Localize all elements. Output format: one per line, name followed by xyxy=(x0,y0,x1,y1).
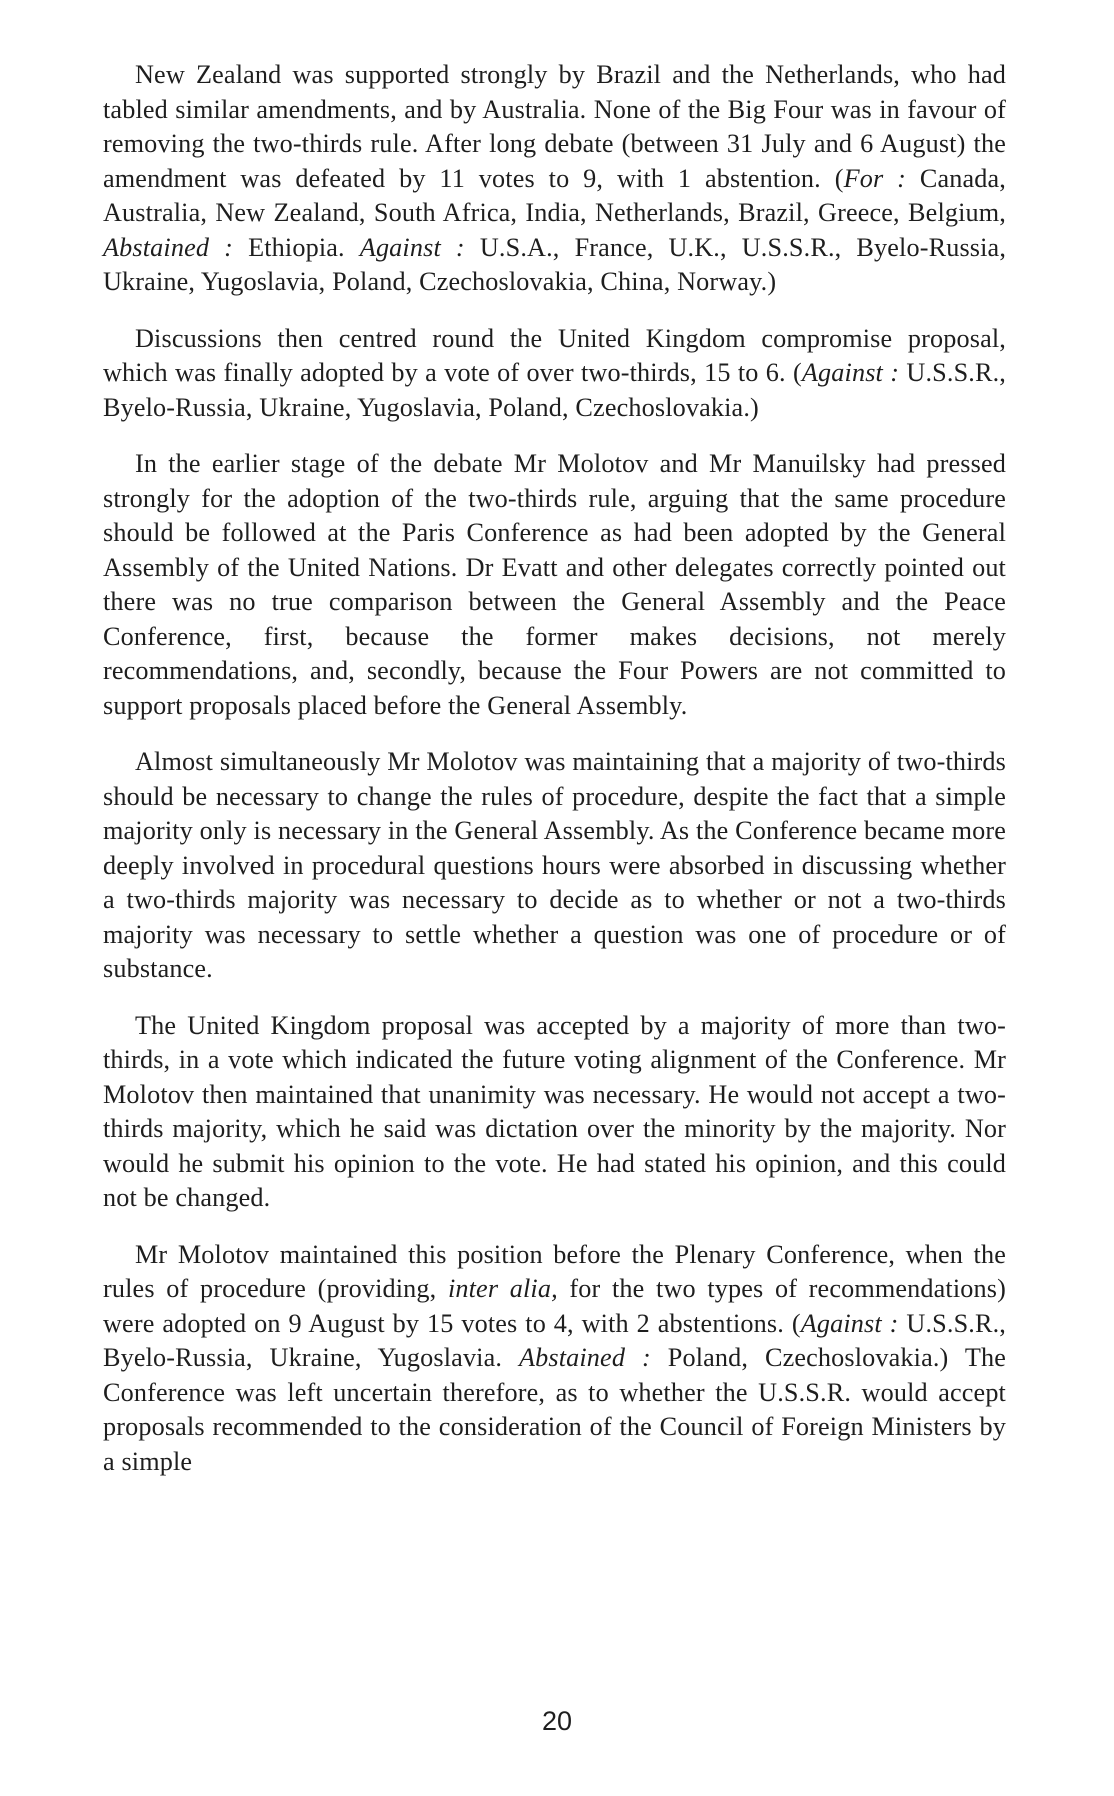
italic-text: For : xyxy=(843,163,907,193)
text-run: Poland, Czechoslovakia.) The Conference was left uncertain therefore, as to whether the U.S.S.R. would accept proposals recommended to the consideration of the Council of Foreign Ministers by a simple xyxy=(103,1343,1007,1476)
italic-text: Against : xyxy=(800,1308,899,1338)
text-run: U.S.S.R., Byelo-Russia, Ukraine, Yugoslavia, Poland, Czechoslovakia.) xyxy=(103,358,1006,422)
text-run: Almost simultaneously Mr Molotov was maintaining that a majority of two-thirds should be necessary to change the rules of procedure, despite the fact that a simple majority only is necessary in the General Assembly. As the Conference became more deeply involved in procedural questions hours were absorbed in discussing whether a two-thirds majority was necessary to decide as to whether or not a two-thirds majority was necessary to settle whether a question was one of procedure or of substance. xyxy=(103,747,1006,983)
italic-text: Abstained : xyxy=(518,1343,651,1372)
page-number: 20 xyxy=(541,1706,573,1736)
paragraph xyxy=(103,58,1006,300)
italic-text: Against : xyxy=(359,232,465,262)
text-run: New Zealand was supported strongly by Brazil and the Netherlands, who had tabled similar amendments, and by Australia. None of the Big Four was in favour of removing the two-thirds rule. After long debate (between 31 July and 6 August) the amendment was defeated by 11 votes to 9, with 1 abstention. ( xyxy=(103,60,1006,193)
text-run: Discussions then centred round the United Kingdom compromise proposal, which was finally adopted by a vote of over two-thirds, 15 to 6. ( xyxy=(103,323,1006,387)
paragraph xyxy=(103,1009,1006,1216)
italic-text: inter alia, xyxy=(447,1274,558,1303)
text-run: U.S.S.R., Byelo-Russia, Ukraine, Yugoslavia. xyxy=(103,1308,1006,1372)
italic-text: Against : xyxy=(801,358,900,387)
paragraph xyxy=(103,322,1006,426)
italic-text: Abstained : xyxy=(103,232,234,262)
paragraph xyxy=(103,447,1006,723)
text-run: The United Kingdom proposal was accepted by a majority of more than two-thirds, in a vote which indicated the future voting alignment of the Conference. Mr Molotov then maintained that unanimity was necessary. He would not accept a two-thirds majority, which he said was dictation over the minority by the majority. Nor would he submit his opinion to the vote. He had stated his opinion, and this could not be changed. xyxy=(103,1010,1006,1212)
text-run: Ethiopia. xyxy=(233,232,360,262)
page-body xyxy=(103,58,1006,1501)
paragraph xyxy=(103,1238,1006,1480)
text-run: In the earlier stage of the debate Mr Molotov and Mr Manuilsky had pressed strongly for the adoption of the two-thirds rule, arguing that the same procedure should be followed at the Paris Conference as had been adopted by the General Assembly of the United Nations. Dr Evatt and other delegates correctly pointed out there was no true comparison between the General Assembly and the Peace Conference, first, because the former makes decisions, not merely recommendations, and, secondly, because the Four Powers are not committed to support proposals placed before the General Assembly. xyxy=(103,449,1006,720)
text-run: Canada, Australia, New Zealand, South Africa, India, Netherlands, Brazil, Greece, Belgium, xyxy=(103,163,1006,227)
text-run: for the two types of recommendations) were adopted on 9 August by 15 votes to 4, with 2 abstentions. ( xyxy=(103,1274,1006,1338)
paragraph xyxy=(103,745,1006,987)
text-run: U.S.A., France, U.K., U.S.S.R., Byelo-Russia, Ukraine, Yugoslavia, Poland, Czechoslovakia, China, Norway.) xyxy=(103,232,1007,296)
text-run: Mr Molotov maintained this position before the Plenary Conference, when the rules of procedure (providing, xyxy=(103,1239,1006,1303)
